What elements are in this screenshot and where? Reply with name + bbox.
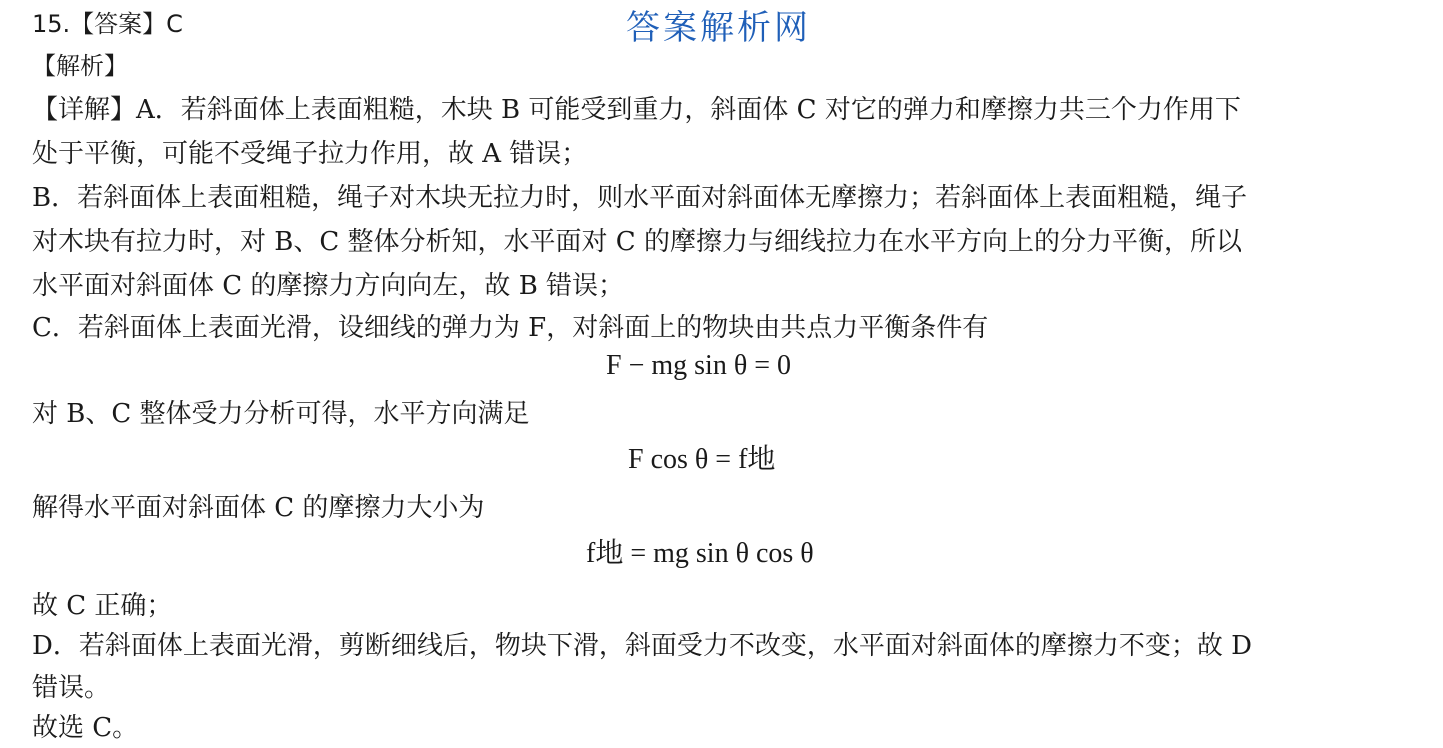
paragraph-line: C．若斜面体上表面光滑，设细线的弹力为 F，对斜面上的物块由共点力平衡条件有 bbox=[32, 313, 989, 343]
formula-1-text: F − mg sin θ = 0 bbox=[606, 350, 792, 381]
paragraph-line: 故 C 正确； bbox=[32, 591, 173, 621]
paragraph-line: 对木块有拉力时，对 B、C 整体分析知，水平面对 C 的摩擦力与细线拉力在水平方向上的分力平衡，所以 bbox=[32, 227, 1242, 257]
formula-1 bbox=[606, 348, 791, 384]
answer-line: 15.【答案】C bbox=[32, 10, 183, 38]
paragraph-line: 【详解】A．若斜面体上表面粗糙，木块 B 可能受到重力，斜面体 C 对它的弹力和摩擦力共三个力作用下 bbox=[32, 95, 1241, 125]
paragraph-line: 错误。 bbox=[32, 673, 111, 703]
paragraph-line: B．若斜面体上表面粗糙，绳子对木块无拉力时，则水平面对斜面体无摩擦力；若斜面体上表面粗糙，绳子 bbox=[32, 183, 1248, 213]
formula-3 bbox=[586, 536, 814, 572]
watermark-logo: 答案解析网 bbox=[626, 8, 811, 48]
paragraph-line: 处于平衡，可能不受绳子拉力作用，故 A 错误； bbox=[32, 139, 588, 169]
paragraph-line: 水平面对斜面体 C 的摩擦力方向向左，故 B 错误； bbox=[32, 271, 625, 301]
formula-2-text: F cos θ = f地 bbox=[628, 444, 776, 475]
analysis-tag: 【解析】 bbox=[32, 52, 128, 80]
paragraph-line: D．若斜面体上表面光滑，剪断细线后，物块下滑，斜面受力不改变，水平面对斜面体的摩擦力不变；故 D bbox=[32, 631, 1252, 661]
paragraph-line: 故选 C。 bbox=[32, 713, 139, 743]
paragraph-line: 解得水平面对斜面体 C 的摩擦力大小为 bbox=[32, 493, 485, 523]
formula-3-text: f地 = mg sin θ cos θ bbox=[586, 538, 814, 569]
formula-2 bbox=[628, 442, 775, 478]
paragraph-line: 对 B、C 整体受力分析可得，水平方向满足 bbox=[32, 399, 530, 429]
